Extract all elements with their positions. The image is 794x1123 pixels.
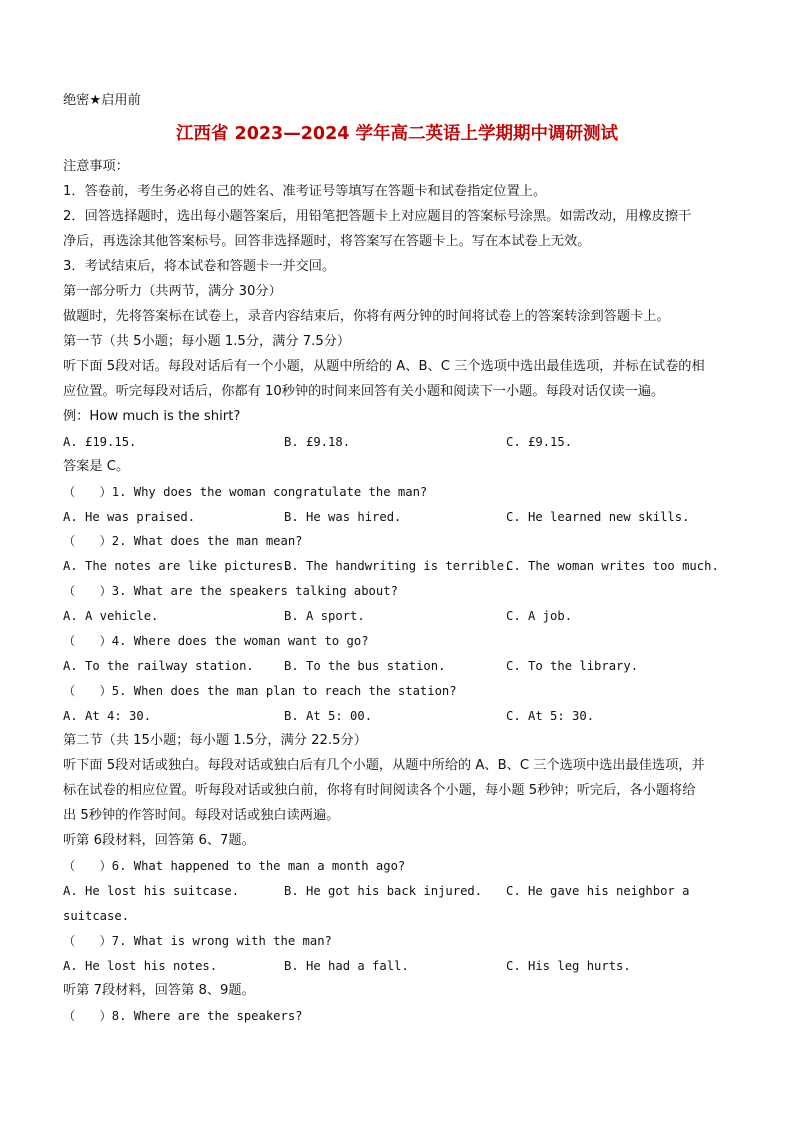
example-option-b: B. £9.18. [284, 435, 351, 449]
q4-option-a: A. To the railway station. [63, 659, 254, 673]
question-4 [63, 632, 369, 650]
q7-option-a: A. He lost his notes. [63, 959, 218, 973]
question-3 [63, 582, 398, 600]
section2-heading: 第二节（共 15小题；每小题 1.5分，满分 22.5分） [63, 733, 367, 748]
answer-blank[interactable]: （ ） [63, 584, 112, 598]
section1-instr-line-1: 听下面 5段对话。每段对话后有一个小题，从题中所给的 A、B、C 三个选项中选出最佳选项，并标在试卷的相 [63, 359, 705, 374]
question-8 [63, 1007, 303, 1025]
section2-instr-line-2: 标在试卷的相应位置。听每段对话或独白前，你将有时间阅读各个小题，每小题 5秒钟；听完后，各小题将给 [63, 783, 696, 798]
question-text: 7. What is wrong with the man? [111, 934, 332, 948]
q6-option-c: C. He gave his neighbor a [506, 884, 690, 898]
question-text: 3. What are the speakers talking about? [111, 584, 398, 598]
q6-option-a: A. He lost his suitcase. [63, 884, 240, 898]
q7-option-c: C. His leg hurts. [506, 959, 631, 973]
section2-instr-line-3: 出 5秒钟的作答时间。每段对话或独白读两遍。 [63, 808, 340, 823]
note-2-line-1: 2．回答选择题时，选出每小题答案后，用铅笔把答题卡上对应题目的答案标号涂黑。如需改动，用橡皮擦干 [63, 209, 692, 224]
notes-heading: 注意事项： [63, 159, 129, 174]
question-text: 4. Where does the woman want to go? [111, 634, 369, 648]
q1-option-a: A. He was praised. [63, 510, 196, 524]
question-6 [63, 857, 405, 875]
q2-option-b: B. The handwriting is terrible. [284, 559, 512, 573]
answer-blank[interactable]: （ ） [63, 534, 112, 548]
question-text: 5. When does the man plan to reach the station? [111, 684, 457, 698]
material-7-heading: 听第 7段材料，回答第 8、9题。 [63, 983, 255, 998]
note-3: 3．考试结束后，将本试卷和答题卡一并交回。 [63, 259, 336, 274]
q7-option-b: B. He had a fall. [284, 959, 409, 973]
example-option-c: C. £9.15. [506, 435, 573, 449]
q2-option-c: C. The woman writes too much. [506, 559, 719, 573]
answer-blank[interactable]: （ ） [63, 859, 112, 873]
example-option-a: A. £19.15. [63, 435, 137, 449]
q5-option-c: C. At 5: 30. [506, 709, 595, 723]
q6-option-c-continued: suitcase. [63, 909, 130, 923]
example-answer: 答案是 C。 [63, 459, 130, 474]
question-1 [63, 483, 427, 501]
question-text: 2. What does the man mean? [111, 534, 303, 548]
note-1: 1．答卷前，考生务必将自己的姓名、准考证号等填写在答题卡和试卷指定位置上。 [63, 184, 547, 199]
q6-option-b: B. He got his back injured. [284, 884, 483, 898]
question-text: 6. What happened to the man a month ago? [111, 859, 406, 873]
example-question: 例：How much is the shirt? [63, 409, 241, 424]
section2-instr-line-1: 听下面 5段对话或独白。每段对话或独白后有几个小题，从题中所给的 A、B、C 三个选项中选出最佳选项，并 [63, 758, 705, 773]
material-6-heading: 听第 6段材料，回答第 6、7题。 [63, 833, 255, 848]
section1-instr-line-2: 应位置。听完每段对话后，你都有 10秒钟的时间来回答有关小题和阅读下一小题。每段对话仅读一遍。 [63, 384, 665, 399]
question-5 [63, 682, 457, 700]
q1-option-b: B. He was hired. [284, 510, 402, 524]
q4-option-c: C. To the library. [506, 659, 639, 673]
answer-blank[interactable]: （ ） [63, 934, 112, 948]
answer-blank[interactable]: （ ） [63, 684, 112, 698]
page-title: 江西省 2023—2024 学年高二英语上学期期中调研测试 [175, 124, 619, 144]
q2-option-a: A. The notes are like pictures. [63, 559, 291, 573]
confidential-mark: 绝密★启用前 [63, 93, 141, 108]
note-2-line-2: 净后，再选涂其他答案标号。回答非选择题时，将答案写在答题卡上。写在本试卷上无效。 [63, 234, 591, 249]
part1-heading: 第一部分听力（共两节，满分 30分） [63, 284, 282, 299]
answer-blank[interactable]: （ ） [63, 634, 112, 648]
question-text: 8. Where are the speakers? [111, 1009, 303, 1023]
q1-option-c: C. He learned new skills. [506, 510, 690, 524]
question-7 [63, 932, 332, 950]
q3-option-b: B. A sport. [284, 609, 365, 623]
answer-blank[interactable]: （ ） [63, 1009, 112, 1023]
question-2 [63, 532, 303, 550]
section1-heading: 第一节（共 5小题；每小题 1.5分，满分 7.5分） [63, 334, 351, 349]
q5-option-b: B. At 5: 00. [284, 709, 373, 723]
q3-option-a: A. A vehicle. [63, 609, 159, 623]
answer-blank[interactable]: （ ） [63, 485, 112, 499]
q3-option-c: C. A job. [506, 609, 573, 623]
q4-option-b: B. To the bus station. [284, 659, 446, 673]
question-text: 1. Why does the woman congratulate the man? [111, 485, 428, 499]
part1-instructions: 做题时，先将答案标在试卷上，录音内容结束后，你将有两分钟的时间将试卷上的答案转涂到答题卡上。 [63, 309, 670, 324]
q5-option-a: A. At 4: 30. [63, 709, 152, 723]
